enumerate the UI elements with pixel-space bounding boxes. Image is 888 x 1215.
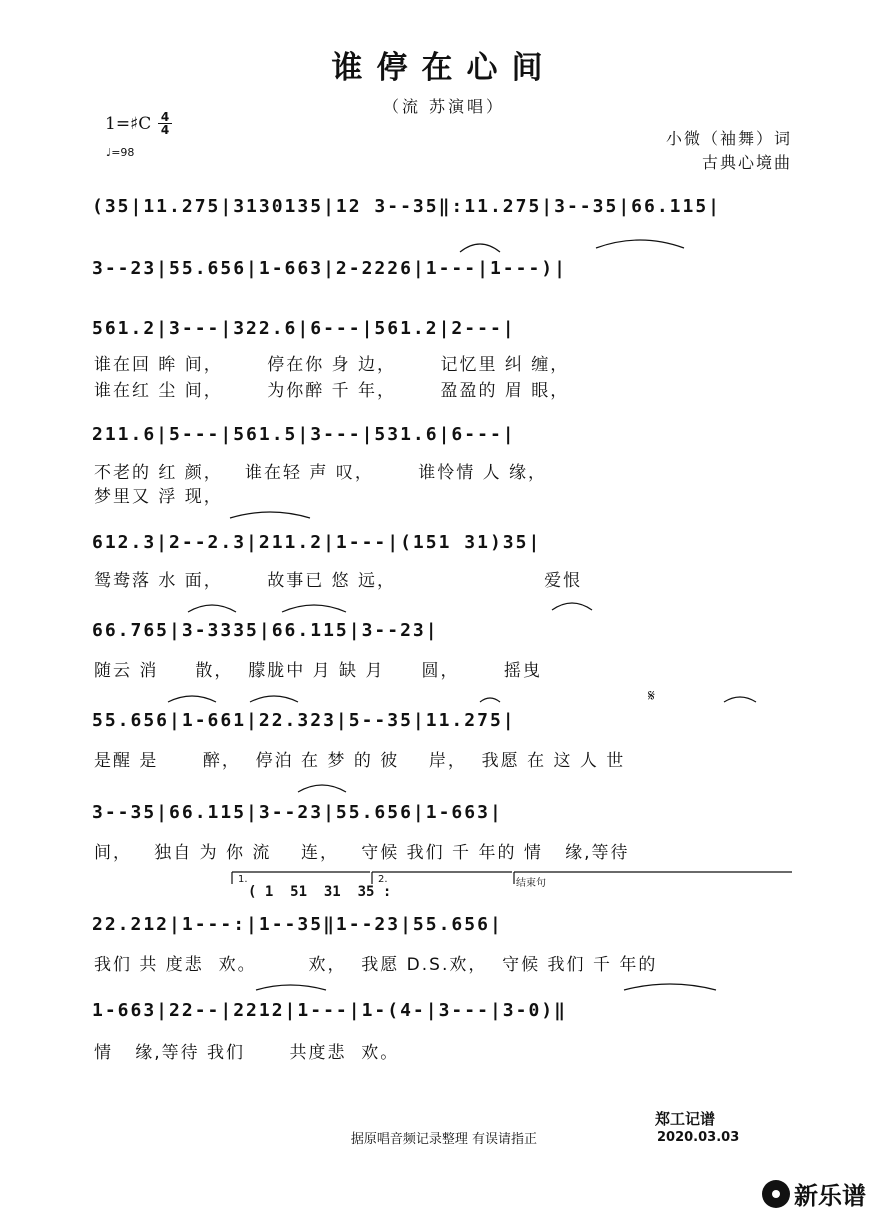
- brand-name: 新乐谱: [794, 1182, 866, 1210]
- lyric-row-4b: 梦里又 浮 现，: [94, 487, 223, 507]
- time-signature-top: 4: [158, 111, 172, 124]
- vinyl-disc-icon: [762, 1180, 790, 1208]
- singer-credit: （流 苏演唱）: [382, 97, 506, 116]
- notation-row-7: 55.656|1-661|22.323|5--35|11.275|: [92, 710, 516, 731]
- lyric-row-9: 我们 共 度悲 欢。 欢， 我愿 D.S.欢， 守候 我们 千 年的: [94, 955, 658, 975]
- footer-note: 据原唱音频记录整理 有误请指正: [350, 1132, 538, 1147]
- notation-row-8: 3--35|66.115|3--23|55.656|1-663|: [92, 802, 503, 823]
- segno-sign: 𝄋: [648, 686, 655, 705]
- notation-row-10: 1-663|22--|2212|1---|1-(4-|3---|3-0)‖: [92, 1000, 567, 1021]
- time-signature-bottom: 4: [160, 123, 170, 137]
- transcription-date: 2020.03.03: [657, 1130, 740, 1145]
- lyric-row-8: 间， 独自 为 你 流 连， 守候 我们 千 年的 情 缘,等待: [94, 843, 630, 863]
- repeat-phrase: ( 1 51 31 35 :: [248, 884, 392, 900]
- notation-row-1: (35|11.275|3130135|12 3--35‖:11.275|3--35|66.115|: [92, 196, 722, 217]
- notation-row-4: 211.6|5---|561.5|3---|531.6|6---|: [92, 424, 516, 445]
- composer-credit: 古典心境曲: [701, 153, 792, 172]
- notation-row-9: 22.212|1---:|1--35‖1--23|55.656|: [92, 914, 503, 935]
- lyric-row-5: 鸳鸯落 水 面， 故事已 悠 远， 爱恨: [94, 571, 583, 591]
- lyric-row-3a: 谁在回 眸 间， 停在你 身 边， 记忆里 纠 缠，: [94, 355, 570, 375]
- transcriber-credit: 郑工记谱: [655, 1110, 716, 1128]
- volta-first: 1.: [238, 874, 248, 885]
- notation-row-6: 66.765|3-3335|66.115|3--23|: [92, 620, 439, 641]
- lyricist-credit: 小微（袖舞）词: [665, 129, 792, 148]
- brand-logo: [762, 1176, 866, 1211]
- volta-ending: 结束句: [516, 878, 546, 889]
- volta-second: 2.: [378, 874, 388, 885]
- lyric-row-6: 随云 消 散， 朦胧中 月 缺 月 圆， 摇曳: [94, 661, 542, 681]
- lyric-row-7: 是醒 是 醉， 停泊 在 梦 的 彼 岸， 我愿 在 这 人 世: [94, 751, 626, 771]
- notation-row-3: 561.2|3---|322.6|6---|561.2|2---|: [92, 318, 516, 339]
- key-signature: 1=♯C: [105, 114, 152, 134]
- lyric-row-3b: 谁在红 尘 间， 为你醉 千 年， 盈盈的 眉 眼，: [94, 381, 570, 401]
- lyric-row-4a: 不老的 红 颜， 谁在轻 声 叹， 谁怜情 人 缘，: [94, 463, 548, 483]
- notation-row-2: 3--23|55.656|1-663|2-2226|1---|1---)|: [92, 258, 567, 279]
- song-title: 谁停在心间: [331, 50, 557, 86]
- lyric-row-10: 情 缘,等待 我们 共度悲 欢。: [94, 1043, 400, 1063]
- tempo-mark: ♩=98: [106, 146, 135, 159]
- notation-row-5: 612.3|2--2.3|211.2|1---|(151 31)35|: [92, 532, 542, 553]
